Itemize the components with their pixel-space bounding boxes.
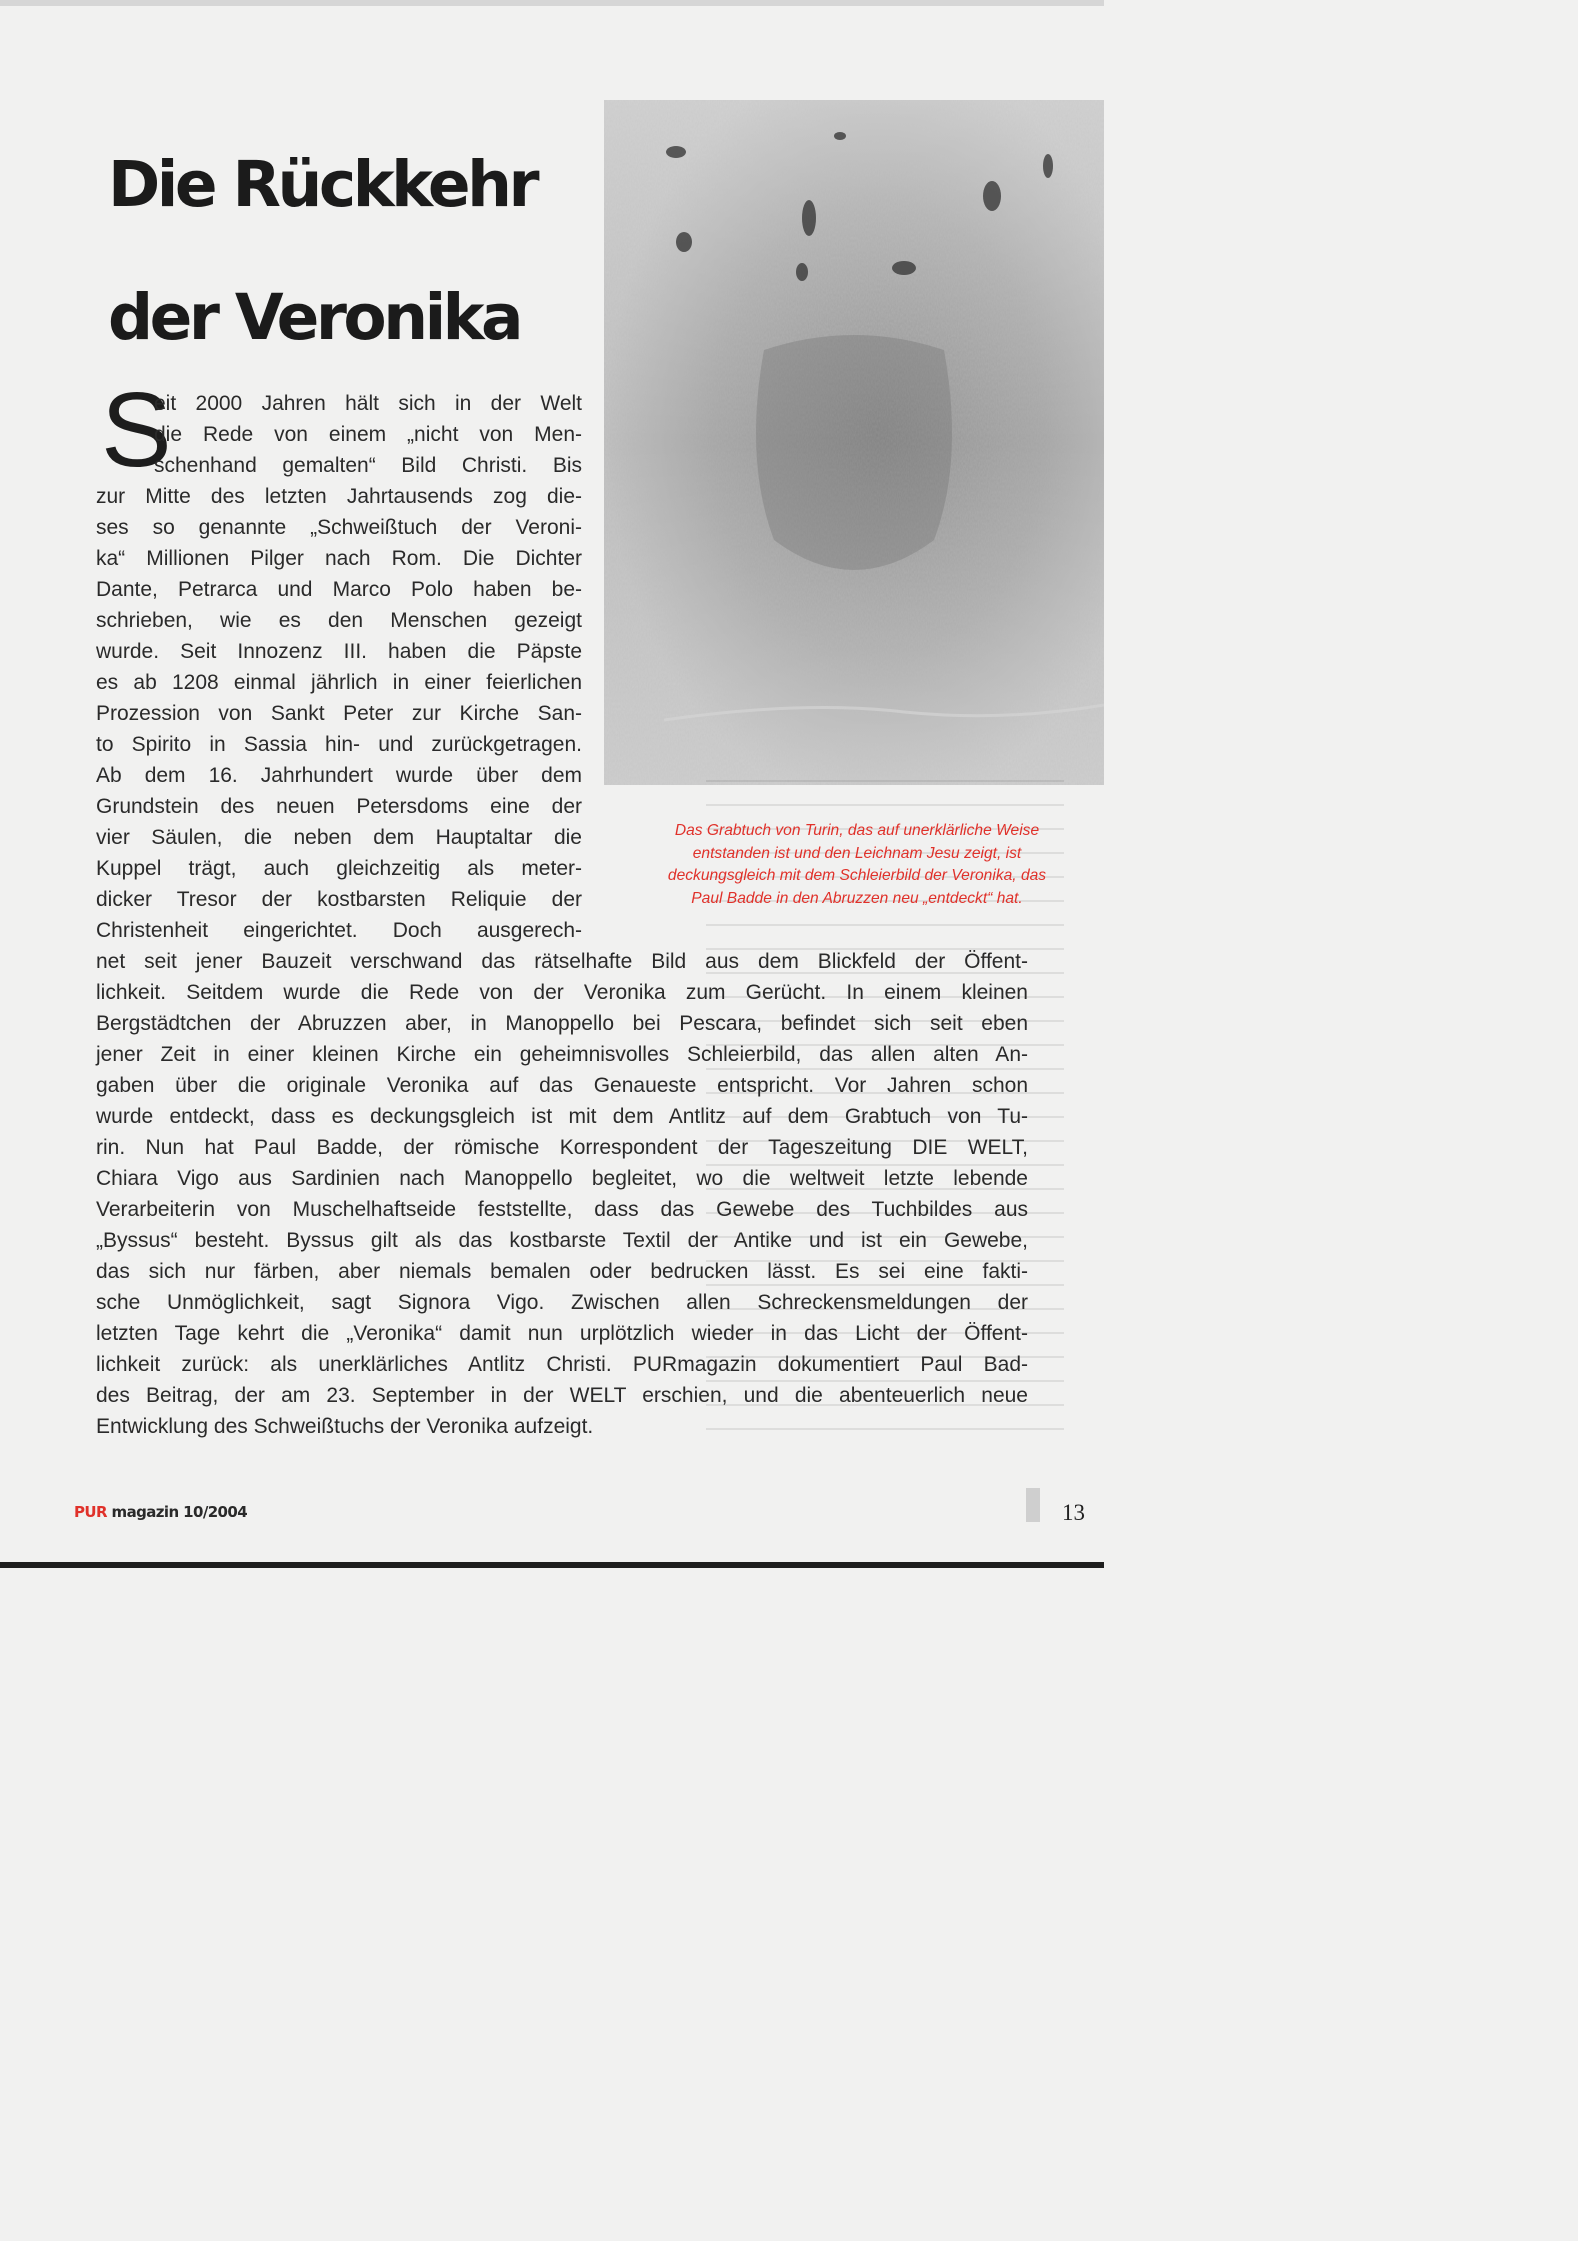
body-line: vier Säulen, die neben dem Hauptaltar die bbox=[96, 826, 582, 849]
body-line: eit 2000 Jahren hält sich in der Welt bbox=[154, 392, 582, 415]
caption-line: Das Grabtuch von Turin, das auf unerklärliche Weise bbox=[674, 822, 1040, 839]
body-line: es ab 1208 einmal jährlich in einer feierlichen bbox=[96, 671, 582, 694]
body-line: rin. Nun hat Paul Badde, der römische Korrespondent der Tageszeitung DIE WELT, bbox=[96, 1136, 1028, 1159]
footer-issue: magazin 10/2004 bbox=[106, 1503, 248, 1521]
body-line: net seit jener Bauzeit verschwand das rätselhafte Bild aus dem Blickfeld der Öffent- bbox=[96, 950, 1028, 973]
body-line: Entwicklung des Schweißtuchs der Veronika aufzeigt. bbox=[96, 1415, 594, 1438]
body-line: ka“ Millionen Pilger nach Rom. Die Dichter bbox=[96, 547, 582, 570]
body-line: lichkeit. Seitdem wurde die Rede von der Veronika zum Gerücht. In einem kleinen bbox=[96, 981, 1028, 1004]
body-line: des Beitrag, der am 23. September in der WELT erschien, und die abenteuerlich neue bbox=[96, 1384, 1028, 1407]
page-number: 13 bbox=[1062, 1500, 1085, 1525]
body-line: wurde entdeckt, dass es deckungsgleich ist mit dem Antlitz auf dem Grabtuch von Tu- bbox=[96, 1105, 1028, 1128]
body-line: wurde. Seit Innozenz III. haben die Päpste bbox=[96, 640, 582, 663]
page-bottom-edge bbox=[0, 1562, 1104, 1568]
body-line: „Byssus“ besteht. Byssus gilt als das kostbarste Textil der Antike und ist ein Gewebe, bbox=[96, 1229, 1028, 1252]
body-line: das sich nur färben, aber niemals bemalen oder bedrucken lässt. Es sei eine fakti- bbox=[96, 1260, 1028, 1283]
body-line: jener Zeit in einer kleinen Kirche ein geheimnisvolles Schleierbild, das allen alten An- bbox=[96, 1043, 1028, 1066]
page-fold-shadow bbox=[1026, 1488, 1040, 1522]
article-body bbox=[96, 388, 1028, 1442]
caption-line: deckungsgleich mit dem Schleierbild der Veronika, das bbox=[667, 867, 1047, 884]
body-line: Christenheit eingerichtet. Doch ausgerech- bbox=[96, 919, 582, 942]
body-line: schenhand gemalten“ Bild Christi. Bis bbox=[154, 454, 582, 477]
body-line: dicker Tresor der kostbarsten Reliquie der bbox=[96, 888, 582, 911]
page-top-edge bbox=[0, 0, 1104, 6]
caption-line: Paul Badde in den Abruzzen neu „entdeckt“ hat. bbox=[691, 889, 1023, 907]
body-line: Bergstädtchen der Abruzzen aber, in Manoppello bei Pescara, befindet sich seit eben bbox=[96, 1012, 1028, 1035]
body-line: schrieben, wie es den Menschen gezeigt bbox=[96, 609, 582, 632]
body-line: to Spirito in Sassia hin- und zurückgetragen. bbox=[96, 733, 582, 756]
body-line: Kuppel trägt, auch gleichzeitig als meter- bbox=[96, 857, 582, 880]
body-line: Prozession von Sankt Peter zur Kirche San- bbox=[96, 702, 582, 725]
drop-cap: S bbox=[101, 371, 172, 489]
body-line: ses so genannte „Schweißtuch der Veroni- bbox=[96, 516, 582, 539]
body-line: Dante, Petrarca und Marco Polo haben be- bbox=[96, 578, 582, 601]
body-line: Verarbeiterin von Muschelhaftseide feststellte, dass das Gewebe des Tuchbildes aus bbox=[96, 1198, 1028, 1221]
body-line: zur Mitte des letzten Jahrtausends zog die- bbox=[96, 485, 582, 508]
footer-magazine-title bbox=[74, 1503, 247, 1521]
caption-line: entstanden ist und den Leichnam Jesu zeigt, ist bbox=[692, 844, 1022, 862]
body-line: die Rede von einem „nicht von Men- bbox=[154, 423, 582, 446]
body-line: Ab dem 16. Jahrhundert wurde über dem bbox=[96, 764, 582, 787]
body-line: sche Unmöglichkeit, sagt Signora Vigo. Zwischen allen Schreckensmeldungen der bbox=[96, 1291, 1028, 1314]
body-line: gaben über die originale Veronika auf das Genaueste entspricht. Vor Jahren schon bbox=[96, 1074, 1028, 1097]
body-line: letzten Tage kehrt die „Veronika“ damit nun urplötzlich wieder in das Licht der Öffent- bbox=[96, 1322, 1028, 1345]
headline-line-2: der Veronika bbox=[108, 281, 521, 354]
body-line: lichkeit zurück: als unerklärliches Antlitz Christi. PURmagazin dokumentiert Paul Bad- bbox=[96, 1353, 1028, 1376]
body-line: Chiara Vigo aus Sardinien nach Manoppello begleitet, wo die weltweit letzte lebende bbox=[96, 1167, 1028, 1190]
article-headline bbox=[108, 118, 608, 384]
headline-line-1: Die Rückkehr bbox=[108, 148, 537, 221]
body-line: Grundstein des neuen Petersdoms eine der bbox=[96, 795, 582, 818]
footer-brand: PUR bbox=[74, 1503, 107, 1521]
